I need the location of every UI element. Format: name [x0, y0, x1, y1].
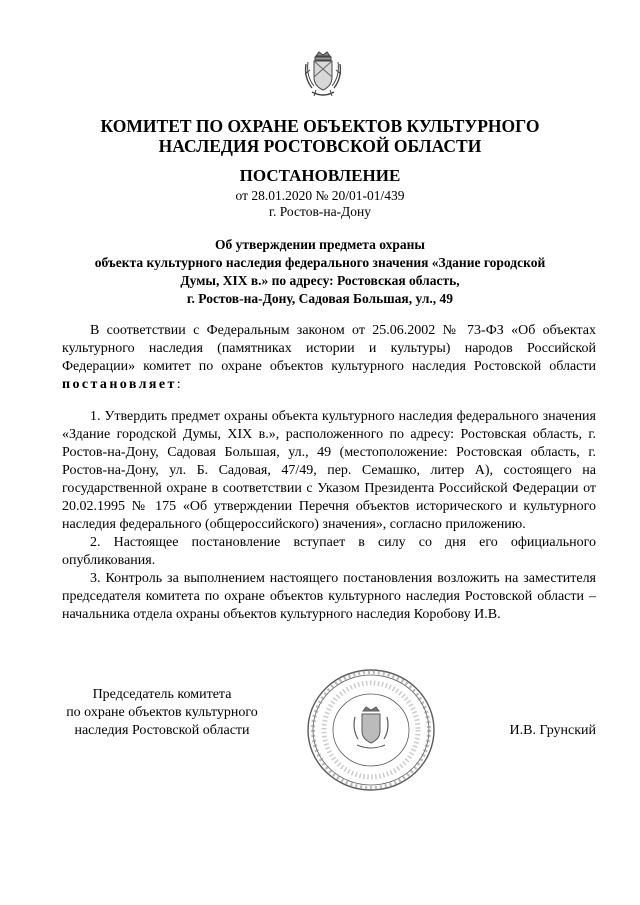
document-subject: [0, 236, 640, 308]
subject-line1: Об утверждении предмета охраны: [215, 237, 425, 252]
preamble-paragraph: [62, 322, 596, 394]
signatory-position: [62, 686, 262, 740]
official-seal-icon: [305, 667, 437, 793]
resolution-item-2: 2. Настоящее постановление вступает в силу со дня его официального опубликования.: [62, 535, 596, 568]
coat-of-arms-icon: [302, 50, 344, 100]
resolution-item-3: 3. Контроль за выполнением настоящего постановления возложить на заместителя председателя комитета по охране объектов культурного наследия Ростовской области – начальника отдела охраны объектов культурного наследия Коробову И.В.: [62, 571, 596, 622]
resolution-word: постановляет: [62, 377, 177, 392]
org-title-line1: КОМИТЕТ ПО ОХРАНЕ ОБЪЕКТОВ КУЛЬТУРНОГО: [100, 116, 540, 136]
preamble-text: В соответствии с Федеральным законом от 25.06.2002 № 73-ФЗ «Об объектах культурного наследия (памятниках истории и культуры) народов Российской Федерации» комитет по охране объектов культурного наследия Ростовской области: [62, 323, 596, 374]
position-line2: по охране объектов культурного: [66, 705, 258, 720]
document-date-number: от 28.01.2020 № 20/01-01/439: [235, 188, 405, 203]
signatory-name: И.В. Грунский: [509, 723, 596, 738]
preamble-ending: :: [176, 377, 181, 392]
organization-title: [0, 116, 640, 156]
org-title-line2: НАСЛЕДИЯ РОСТОВСКОЙ ОБЛАСТИ: [158, 136, 482, 156]
preamble: [62, 322, 596, 394]
subject-line2: объекта культурного наследия федерального значения «Здание городской: [94, 255, 546, 270]
document-type: ПОСТАНОВЛЕНИЕ: [239, 166, 401, 185]
document-city: г. Ростов-на-Дону: [268, 204, 371, 219]
position-line3: наследия Ростовской области: [74, 723, 250, 738]
subject-line3: Думы, XIX в.» по адресу: Ростовская область,: [180, 273, 460, 288]
position-line1: Председатель комитета: [92, 687, 232, 702]
resolution-items: [62, 408, 596, 624]
subject-line4: г. Ростов-на-Дону, Садовая Большая, ул., 49: [186, 291, 454, 306]
resolution-item-1: 1. Утвердить предмет охраны объекта культурного наследия федерального значения «Здание городской Думы, XIX в.», расположенного по адресу: Ростовская область, г. Ростов-на-Дону, Садовая Большая, ул., 49 (местоположение: Ростовская область, г. Ростов-на-Дону, ул. Б. Садовая, 47/49, пер. Семашко, литер А), состоящего на государственной охране в соответствии с Указом Президента Российской Федерации от 20.02.1995 № 175 «Об утверждении Перечня объектов исторического и культурного наследия федерального (общероссийского) значения», согласно приложению.: [62, 409, 596, 532]
